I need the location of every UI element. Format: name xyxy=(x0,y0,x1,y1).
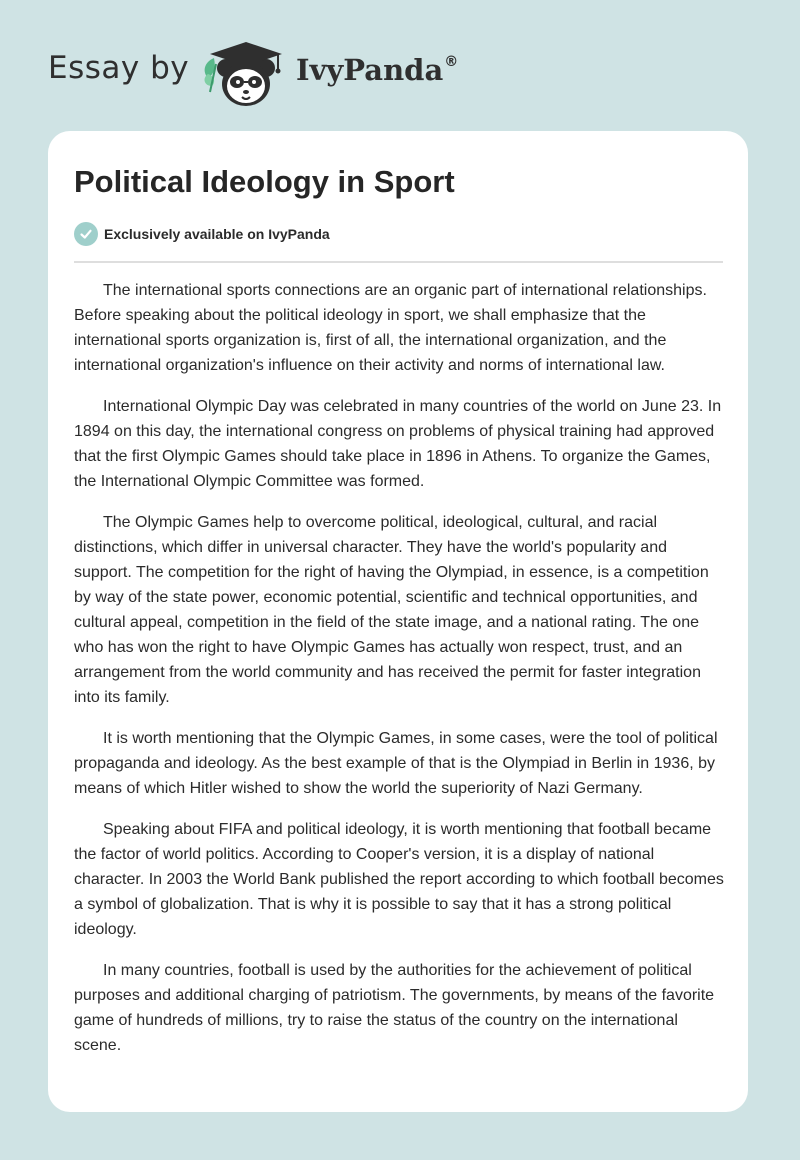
essay-by-label: Essay by xyxy=(48,50,190,86)
badge-label: Exclusively available on IvyPanda xyxy=(104,226,330,242)
panda-graduate-logo-icon[interactable] xyxy=(200,34,292,110)
paragraph: International Olympic Day was celebrated in many countries of the world on June 23. In 1894 on this day, the international congress on problems of physical training had approved that the first Olympic Games should take place in 1896 in Athens. To organize the Games, the International Olympic Committee was formed. xyxy=(74,398,722,490)
paragraph: It is worth mentioning that the Olympic Games, in some cases, were the tool of political propaganda and ideology. As the best example of that is the Olympiad in Berlin in 1936, by means of which Hitler wished to show the world the superiority of Nazi Germany. xyxy=(74,730,718,797)
page-title: Political Ideology in Sport xyxy=(74,164,455,199)
exclusive-badge xyxy=(74,221,330,247)
registered-mark: ® xyxy=(444,54,459,70)
paragraph: In many countries, football is used by the authorities for the achievement of political purposes and additional charging of patriotism. The governments, by means of the favorite game of hundreds of millions, try to raise the status of the country on the international scene. xyxy=(74,962,715,1054)
article-card xyxy=(48,131,748,1112)
site-header xyxy=(0,0,800,120)
checkmark-icon xyxy=(74,222,98,246)
article-body xyxy=(74,278,724,1074)
paragraph: Speaking about FIFA and political ideology, it is worth mentioning that football became the factor of world politics. According to Cooper's version, it is a display of national character. In 2003 the World Bank published the report according to which football becomes a symbol of globalization. That is why it is possible to say that it has a strong political ideology. xyxy=(74,821,724,938)
paragraph: The Olympic Games help to overcome political, ideological, cultural, and racial distinctions, which differ in universal character. They have the world's popularity and support. The competition for the right of having the Olympiad, in essence, is a competition by way of the state power, economic potential, scientific and technical opportunities, and cultural appeal, competition in the field of the state image, and a national rating. The one who has won the right to have Olympic Games has actually won respect, trust, and an arrangement from the world community and has received the permit for faster integration into its family. xyxy=(74,514,709,706)
paragraph: The international sports connections are an organic part of international relationships. Before speaking about the political ideology in sport, we shall emphasize that the international sports organization is, first of all, the international organization, and the international organization's influence on their activity and norms of international law. xyxy=(74,282,707,374)
divider xyxy=(74,261,723,263)
brand-name[interactable]: IvyPanda® xyxy=(296,53,459,87)
